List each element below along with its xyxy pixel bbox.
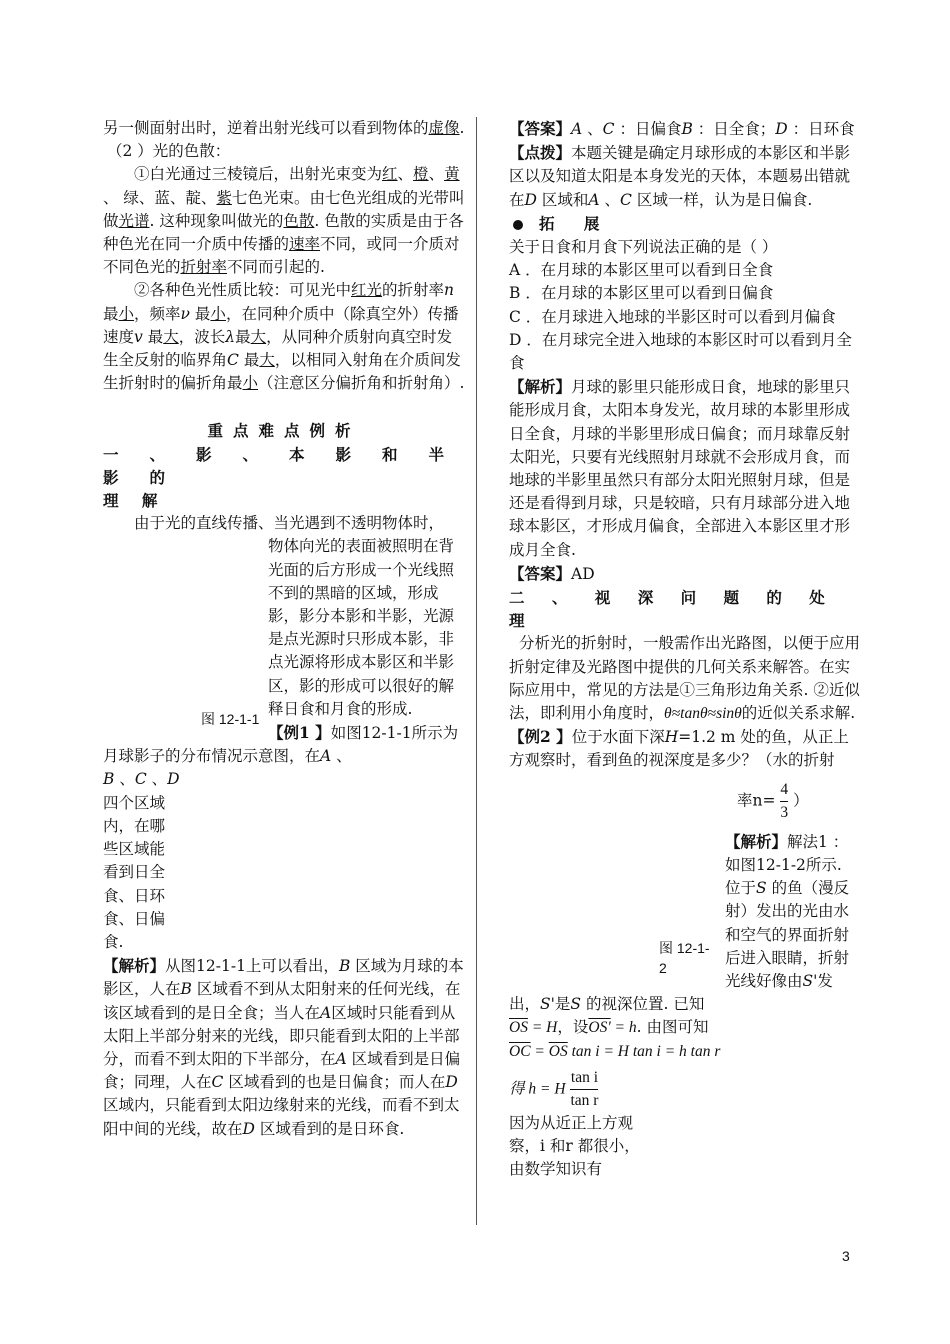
tip: 【点拨】本题关键是确定月球形成的本影区和半影区以及知道太阳是本身发光的天体，本题易出错就在D 区域和A 、C 区域一样，认为是日偏食. <box>509 143 851 209</box>
equation-2: $\overline{OC} = \overline{OS}$ tan i = H tan i = h tan r <box>509 1042 721 1060</box>
underlined-term: 虚像 <box>428 119 460 137</box>
column-divider <box>476 117 477 1225</box>
answer-2: 【答案】AD <box>509 563 595 583</box>
option-a: A ．在月球的本影区里可以看到日全食 <box>509 261 774 280</box>
extension-heading: 拓 展 <box>509 212 861 236</box>
section-heading-main: 重点难点例析 <box>207 421 361 441</box>
fraction-four-thirds: $\frac{4}{3}$ <box>780 780 789 821</box>
paragraph-dispersion: ①白光通过三棱镜后，出射光束变为红、橙、黄 、 绿、蓝、靛、紫七色光束。由七色光组成的光带叫做光谱. 这种现象叫做光的色散. 色散的实质是由于各种色光在同一介质中传播的速率不同，或同一介质对不同色光的折射率不同而引起的. <box>103 165 465 277</box>
figure-caption: 图 12-1-1 <box>201 711 260 728</box>
paragraph-shadow-explain: 物体向光的表面被照明在背光面的后方形成一个光线照不到的黑暗的区域，形成影，影分本影和半影，光源是点光源时只形成本影，非点光源将形成本影区和半影区，影的形成可以很好的解释日食和月食的形成. <box>268 537 455 718</box>
shadow-figure-block <box>103 535 465 728</box>
option-b: B ．在月球的本影区里可以看到日偏食 <box>509 284 774 303</box>
tail-line-1: 因为从近正上方观 <box>509 1113 634 1132</box>
text: . <box>459 119 465 137</box>
answer-1: 【答案】A 、C ：日偏食B ：日全食；D ：日环食 <box>509 119 855 138</box>
right-column <box>509 117 861 1181</box>
paragraph-shadow-intro: 由于光的直线传播、当光遇到不透明物体时， <box>134 514 445 533</box>
section-heading-1: 一 、 影 、 本 影 和 半 影 的 <box>103 444 457 487</box>
fraction-tan: $\frac{\text{tan i}}{\text{tan r}}$ <box>570 1068 599 1109</box>
extension-question: 关于日食和月食下列说法正确的是（ ） <box>509 238 778 257</box>
tail-line-3: 由数学知识有 <box>509 1160 603 1179</box>
paragraph-virtual-image <box>103 117 465 140</box>
section-heading-1-cont: 理 解 <box>103 491 167 511</box>
paragraph-color-properties: ②各种色光性质比较：可见光中红光的折射率n 最小，频率ν 最小，在同种介质中（除真空外）传播速度v 最大，波长λ最大，从同种介质射向真空时发生全反射的临界角C 最大，以相同入射角在介质间发生折射时的偏折角最小（注意区分偏折角和折射角）. <box>103 281 465 393</box>
paragraph-apparent-depth: 分析光的折射时，一般需作出光路图，以便于应用折射定律及光路图中提供的几何关系来解答。在实际应用中，常见的方法是①三角形边角关系. ②近似法，即利用小角度时，θ≈tanθ≈sinθ的近似关系求解. <box>509 634 861 723</box>
dispersion-title: （2 ）光的色散： <box>107 142 231 161</box>
page-number: 3 <box>842 1248 850 1264</box>
solution-2: 【解析】月球的影里只能形成日食，地球的影里只能形成月食，太阳本身发光，故月球的本影里形成日全食，月球的半影里形成日偏食；而月球靠反射太阳光，只要有光线照射月球就不会形成月食，而地球的半影里虽然只有部分太阳光照射月球，但是还是看得到月球，只是较暗，只有月球部分进入地球本影区，才形成月偏食，全部进入本影区里才形成月全食. <box>509 377 851 559</box>
section-heading-2: 二 、 视 深 问 题 的 处 理 <box>509 588 836 631</box>
refraction-index: 率n= $\frac{4}{3}$ ） <box>509 779 861 824</box>
example-1-solution: 【解析】从图12-1-1上可以看出，B 区域为月球的本影区，人在B 区域看不到从太阳射来的任何光线，在该区域看到的是日全食；当人在A区域时只能看到从太阳上半部分射来的光线，即只能看到太阳的上半部分，而看不到太阳的下半部分，在A 区域看到是日偏食；同理，人在C 区域看到的也是日偏食；而人在D 区域内，只能看到太阳边缘射来的光线，而看不到太阳中间的光线，故在D 区域看到的是日环食. <box>103 956 464 1138</box>
figure-12-1-1 <box>103 535 268 731</box>
figure-12-1-2 <box>509 830 725 980</box>
bullet-icon <box>513 220 523 230</box>
left-column <box>103 117 465 1141</box>
equation-1: $\overline{OS} = H$，设OS' = h. 由图可知 <box>509 1018 709 1037</box>
figure-caption-2: 图 12-1- 2 <box>659 939 710 976</box>
tail-line-2: 察，i 和r 都很小， <box>509 1136 640 1155</box>
option-c: C ．在月球进入地球的半影区时可以看到月偏食 <box>509 307 836 326</box>
equation-3: 得 h = H $\frac{\text{tan i}}{\text{tan r}}$ <box>509 1067 861 1112</box>
example-1-question: 【例1 】如图12-1-1所示为月球影子的分布情况示意图，在A 、 B 、C 、D 四个区域内，在哪些区域能看到日全食、日环食、日偏食. <box>103 723 459 951</box>
example-2-solution: 【解析】解法1 ：如图12-1-2所示. 位于S 的鱼（漫反射）发出的光由水和空气的界面折射后进入眼睛，折射光线好像由S'发出，S'是S 的视深位置. 已知 <box>509 831 850 1014</box>
example-1 <box>103 721 465 954</box>
text: 另一侧面射出时，逆着出射光线可以看到物体的 <box>103 119 429 137</box>
option-d: D ．在月球完全进入地球的本影区时可以看到月全食 <box>509 330 852 373</box>
example-2-solution-block <box>509 830 861 1017</box>
example-2-question: 【例2 】位于水面下深H=1.2 m 处的鱼，从正上方观察时，看到鱼的视深度是多少？（水的折射 <box>509 727 849 770</box>
